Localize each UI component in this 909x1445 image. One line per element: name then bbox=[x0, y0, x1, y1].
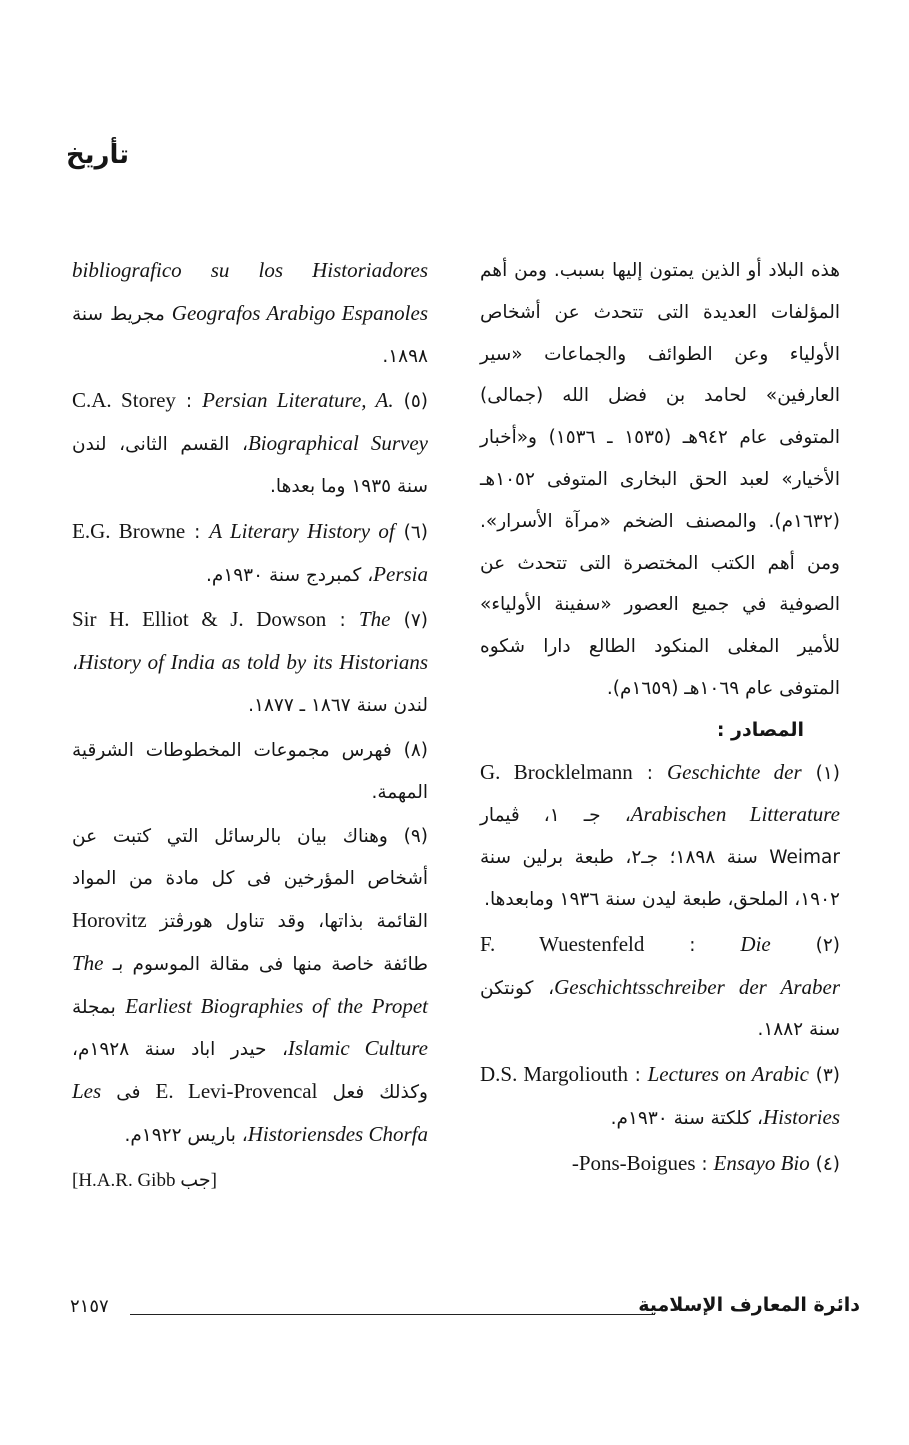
reference-title: Persian Literature, A. Biographical Survey bbox=[202, 388, 428, 456]
reference-author: C.A. Storey bbox=[72, 388, 176, 413]
reference-5: (٥) C.A. Storey : Persian Literature, A. Biographical Survey، القسم الثانى، لندن سنة ١٩٣٥ وما بعدها. bbox=[72, 388, 428, 497]
reference-number: (٥) bbox=[403, 391, 428, 413]
reference-note: كونتكن سنة ١٨٨٢. bbox=[480, 977, 840, 1041]
reference-8 bbox=[72, 730, 428, 814]
reference-text: فهرس مجموعات المخطوطات الشرقية المهمة. bbox=[72, 739, 428, 803]
footer-rule bbox=[130, 1314, 655, 1315]
reference-4-continuation bbox=[72, 250, 428, 377]
reference-title: Geschichte der Arabischen Litterature bbox=[630, 759, 840, 827]
reference-title: Ensayo Bio- bbox=[571, 1150, 810, 1175]
reference-title: A Literary History of Persia bbox=[209, 518, 428, 586]
reference-number: (١) bbox=[815, 762, 840, 784]
reference-number: (٤) bbox=[815, 1153, 840, 1175]
reference-author: F. Wuestenfeld bbox=[480, 931, 645, 956]
reference-author: Sir H. Elliot & J. Dowson bbox=[72, 607, 327, 632]
reference-3: (٣) D.S. Margoliouth : Lectures on Arabic Histories، كلكتة سنة ١٩٣٠م. bbox=[480, 1062, 840, 1129]
reference-2: (٢) F. Wuestenfeld : Die Geschichtsschreiber der Araber، كونتكن سنة ١٨٨٢. bbox=[480, 931, 840, 1041]
note-text: ، باريس ١٩٢٢م. bbox=[124, 1124, 248, 1146]
page-number: ٢١٥٧ bbox=[70, 1296, 109, 1317]
author-signature: [H.A.R. Gibb جب] bbox=[72, 1169, 217, 1191]
running-title: تأريخ bbox=[66, 140, 129, 170]
reference-note: جـ ١، ڤيمار Weimar سنة ١٨٩٨؛ جـ٢، طبعة برلين سنة ١٩٠٢، الملحق، طبعة ليدن سنة ١٩٣٦ ومابعدها. bbox=[480, 805, 840, 910]
author-name: Horovitz bbox=[72, 907, 147, 932]
reference-note: مجريط سنة ١٨٩٨. bbox=[72, 303, 428, 367]
reference-number: (٩) bbox=[403, 826, 428, 848]
sources-heading: المصادر : bbox=[716, 718, 804, 741]
book-title: Les Historiensdes Chorfa bbox=[72, 1079, 428, 1146]
reference-number: (٦) bbox=[403, 521, 428, 543]
reference-number: (٨) bbox=[403, 739, 428, 761]
reference-note: لندن سنة ١٨٦٧ ـ ١٨٧٧. bbox=[248, 694, 428, 716]
reference-number: (٧) bbox=[403, 610, 428, 632]
reference-author: D.S. Margoliouth bbox=[480, 1062, 628, 1087]
reference-4: (٤) Pons-Boigues : Ensayo Bio- bbox=[571, 1150, 840, 1175]
reference-note: القسم الثانى، لندن سنة ١٩٣٥ وما بعدها. bbox=[72, 434, 428, 497]
reference-9: (٩) وهناك بيان بالرسائل التي كتبت عن أشخاص المؤرخين فى كل مادة من المواد القائمة بذاتها، وقد تناول هورڤتز Horovitz طائفة خاصة منها فى مقالة الموسوم بـ The Earliest Biographies of the Propet بمجلة Islamic Culture، حيدر اباد سنة ١٩٢٨م، وكذلك فعل E. Levi-Provencal فى Les Historiensdes Chorfa، باريس ١٩٢٢م. bbox=[72, 826, 429, 1146]
reference-number: (٢) bbox=[815, 934, 840, 956]
journal-title: Islamic Culture bbox=[287, 1036, 428, 1061]
reference-7: (٧) Sir H. Elliot & J. Dowson : The History of India as told by its Historians، لندن سنة ١٨٦٧ ـ ١٨٧٧. bbox=[72, 607, 428, 716]
reference-1: (١) G. Brocklelmann : Geschichte der Arabischen Litterature، جـ ١، ڤيمار Weimar سنة ١٨٩٨؛ جـ٢، طبعة برلين سنة ١٩٠٢، الملحق، طبعة ليدن سنة ١٩٣٦ ومابعدها. bbox=[480, 759, 840, 910]
reference-title: bibliografico su los Historiadores Geografos Arabigo Espanoles bbox=[72, 258, 428, 325]
reference-author: G. Brocklelmann bbox=[480, 759, 633, 784]
article-title: The Earliest Biographies of the Propet bbox=[72, 950, 428, 1018]
note-text: طائفة خاصة منها فى مقالة الموسوم بـ bbox=[112, 953, 428, 975]
journal-name: دائرة المعارف الإسلامية bbox=[638, 1294, 860, 1316]
reference-title: Die Geschichtsschreiber der Araber bbox=[554, 931, 840, 999]
note-text: وهناك بيان بالرسائل التي كتبت عن أشخاص المؤرخين فى كل مادة من المواد القائمة بذاتها، وقد تناول هورڤتز bbox=[72, 826, 429, 932]
page-footer bbox=[70, 1290, 860, 1330]
reference-6: (٦) E.G. Browne : A Literary History of Persia، كمبردج سنة ١٩٣٠م. bbox=[72, 518, 428, 586]
body-paragraph: هذه البلاد أو الذين يمتون إليها بسبب. ومن أهم المؤلفات العديدة التى تتحدث عن أشخاص الأولياء وعن الطوائف والجماعات «سير العارفين» لحامد بن فضل الله (جمالى) المتوفى عام ٩٤٢هـ (١٥٣٥ ـ ١٥٣٦) و«أخبار الأخيار» لعبد الحق البخارى المتوفى ١٠٥٢هـ (١٦٣٢م). والمصنف الضخم «مرآة الأسرار». ومن أهم الكتب المختصرة التى تتحدث عن الصوفية في جميع العصور «سفينة الأولياء» للأمير المغلى المنكود الطالع دارا شكوه المتوفى عام ١٠٦٩هـ (١٦٥٩م). bbox=[480, 260, 840, 699]
left-column bbox=[72, 250, 428, 1201]
reference-note: كلكتة سنة ١٩٣٠م. bbox=[610, 1107, 752, 1129]
right-column bbox=[480, 250, 840, 1186]
reference-title: Lectures on Arabic Histories bbox=[647, 1062, 840, 1129]
note-text: حيدر اباد سنة ١٩٢٨م، وكذلك فعل bbox=[72, 1039, 428, 1104]
reference-title: The History of India as told by its Historians bbox=[77, 607, 428, 675]
reference-author: Pons-Boigues bbox=[578, 1150, 696, 1175]
author-name: E. Levi-Provencal bbox=[155, 1079, 318, 1104]
reference-note: كمبردج سنة ١٩٣٠م. bbox=[205, 564, 362, 586]
reference-number: (٣) bbox=[815, 1065, 840, 1087]
note-text: بمجلة bbox=[72, 996, 116, 1018]
reference-author: E.G. Browne bbox=[72, 518, 186, 543]
note-text: فى bbox=[116, 1082, 141, 1104]
